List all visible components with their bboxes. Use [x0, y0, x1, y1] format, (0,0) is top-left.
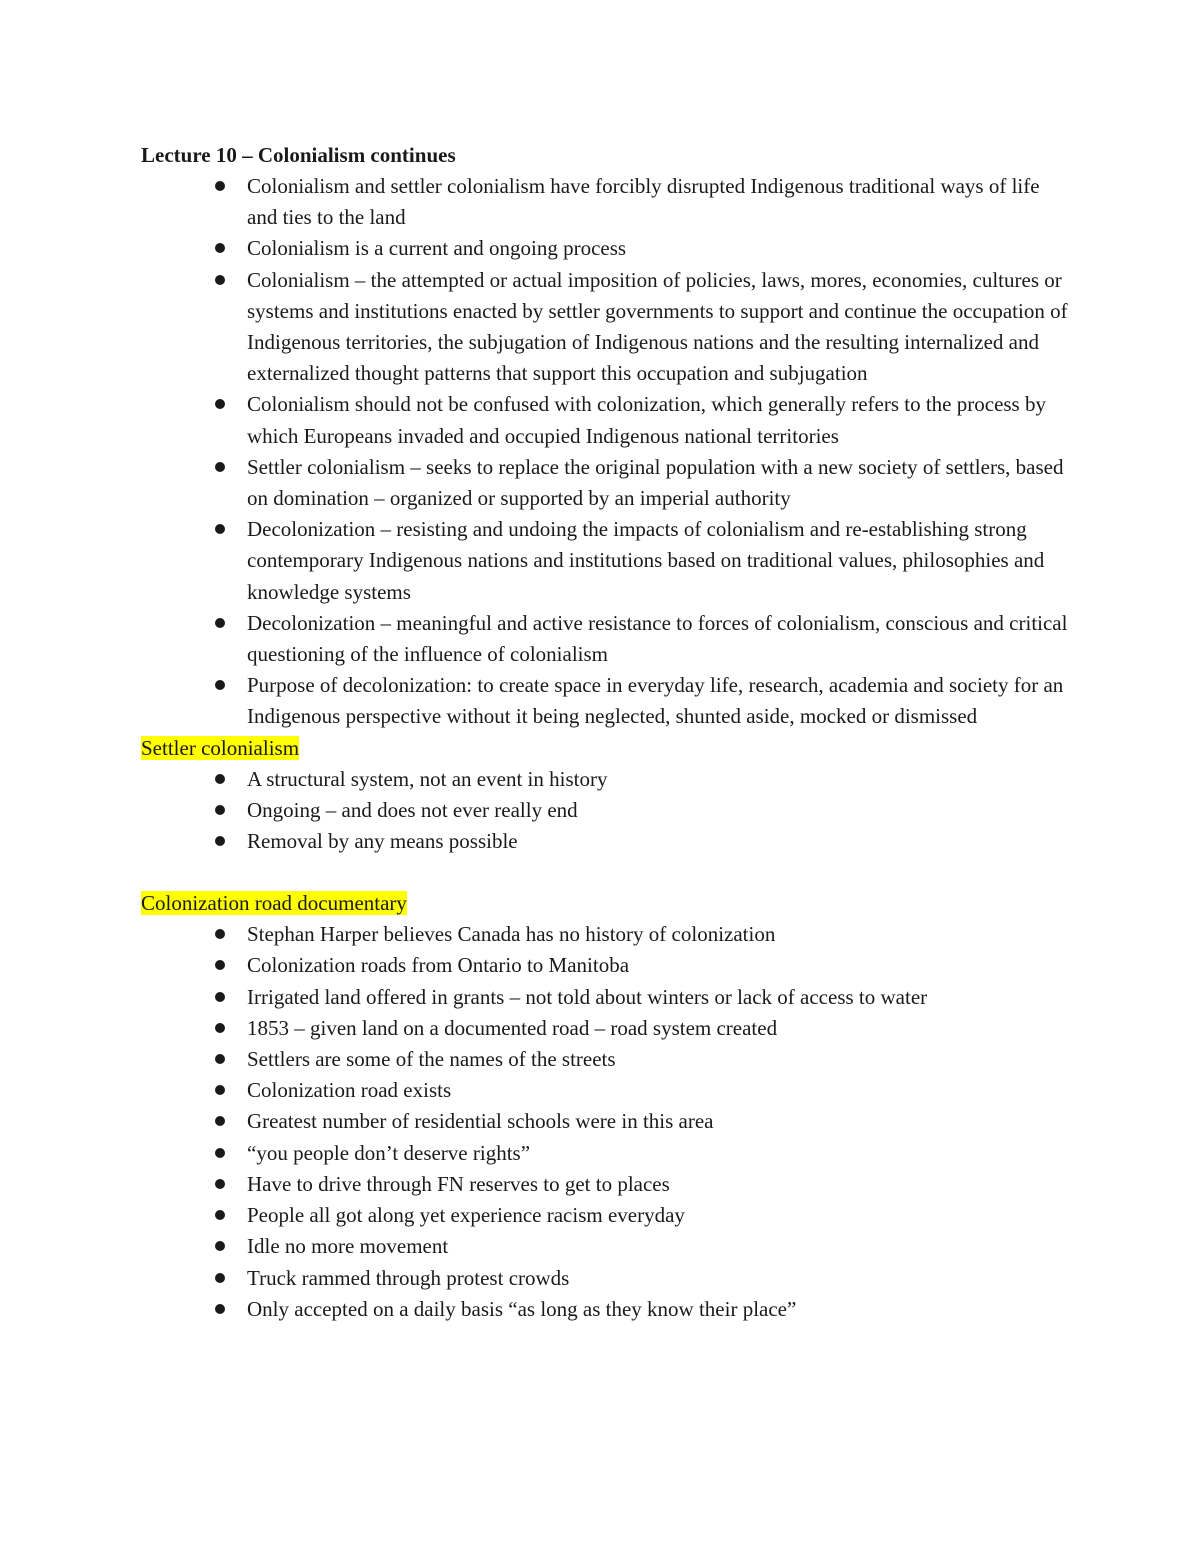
section1-list	[141, 171, 1071, 733]
list-item: Colonialism is a current and ongoing process	[247, 233, 1071, 264]
bullet-icon	[215, 1148, 225, 1158]
bullet-icon	[215, 1273, 225, 1283]
bullet-icon	[215, 1179, 225, 1189]
bullet-icon	[215, 1210, 225, 1220]
bullet-icon	[215, 1085, 225, 1095]
lecture-title: Lecture 10 – Colonialism continues	[141, 143, 456, 167]
list-item: Only accepted on a daily basis “as long as they know their place”	[247, 1294, 1071, 1325]
list-item: Irrigated land offered in grants – not told about winters or lack of access to water	[247, 982, 1071, 1013]
bullet-icon	[215, 462, 225, 472]
bullet-icon	[215, 1116, 225, 1126]
bullet-icon	[215, 836, 225, 846]
list-item: Colonialism and settler colonialism have forcibly disrupted Indigenous traditional ways of life and ties to the land	[247, 171, 1071, 233]
section2-list	[141, 764, 1071, 858]
bullet-icon	[215, 960, 225, 970]
bullet-icon	[215, 680, 225, 690]
bullet-icon	[215, 929, 225, 939]
list-item: Decolonization – meaningful and active resistance to forces of colonialism, conscious and critical questioning of the influence of colonialism	[247, 608, 1071, 670]
bullet-icon	[215, 992, 225, 1002]
bullet-icon	[215, 275, 225, 285]
bullet-icon	[215, 1054, 225, 1064]
list-item: Colonialism should not be confused with colonization, which generally refers to the process by which Europeans invaded and occupied Indigenous national territories	[247, 389, 1071, 451]
bullet-icon	[215, 243, 225, 253]
list-item: Settler colonialism – seeks to replace the original population with a new society of settlers, based on domination – organized or supported by an imperial authority	[247, 452, 1071, 514]
document-page	[141, 140, 1071, 1325]
list-item: Purpose of decolonization: to create space in everyday life, research, academia and society for an Indigenous perspective without it being neglected, shunted aside, mocked or dismissed	[247, 670, 1071, 732]
list-item: Colonization road exists	[247, 1075, 1071, 1106]
list-item: Idle no more movement	[247, 1231, 1071, 1262]
bullet-icon	[215, 774, 225, 784]
bullet-icon	[215, 805, 225, 815]
section3-list	[141, 919, 1071, 1325]
bullet-icon	[215, 1241, 225, 1251]
list-item: Greatest number of residential schools were in this area	[247, 1106, 1071, 1137]
list-item: Ongoing – and does not ever really end	[247, 795, 1071, 826]
list-item: Decolonization – resisting and undoing the impacts of colonialism and re-establishing strong contemporary Indigenous nations and institutions based on traditional values, philosophies and knowledge systems	[247, 514, 1071, 608]
list-item: Truck rammed through protest crowds	[247, 1263, 1071, 1294]
list-item: Stephan Harper believes Canada has no history of colonization	[247, 919, 1071, 950]
list-item: Colonization roads from Ontario to Manitoba	[247, 950, 1071, 981]
list-item: “you people don’t deserve rights”	[247, 1138, 1071, 1169]
bullet-icon	[215, 524, 225, 534]
section-heading-settler-colonialism: Settler colonialism	[141, 735, 300, 760]
list-item: Colonialism – the attempted or actual imposition of policies, laws, mores, economies, cultures or systems and institutions enacted by settler governments to support and continue the occupation of Indigenous territories, the subjugation of Indigenous nations and the resulting internalized and externalized thought patterns that support this occupation and subjugation	[247, 265, 1071, 390]
list-item: A structural system, not an event in history	[247, 764, 1071, 795]
list-item: People all got along yet experience racism everyday	[247, 1200, 1071, 1231]
bullet-icon	[215, 1023, 225, 1033]
list-item: Removal by any means possible	[247, 826, 1071, 857]
bullet-icon	[215, 1304, 225, 1314]
bullet-icon	[215, 181, 225, 191]
blank-line	[141, 857, 1071, 888]
list-item: Settlers are some of the names of the streets	[247, 1044, 1071, 1075]
list-item: 1853 – given land on a documented road – road system created	[247, 1013, 1071, 1044]
section-heading-colonization-road: Colonization road documentary	[141, 891, 407, 916]
bullet-icon	[215, 399, 225, 409]
list-item: Have to drive through FN reserves to get to places	[247, 1169, 1071, 1200]
bullet-icon	[215, 618, 225, 628]
